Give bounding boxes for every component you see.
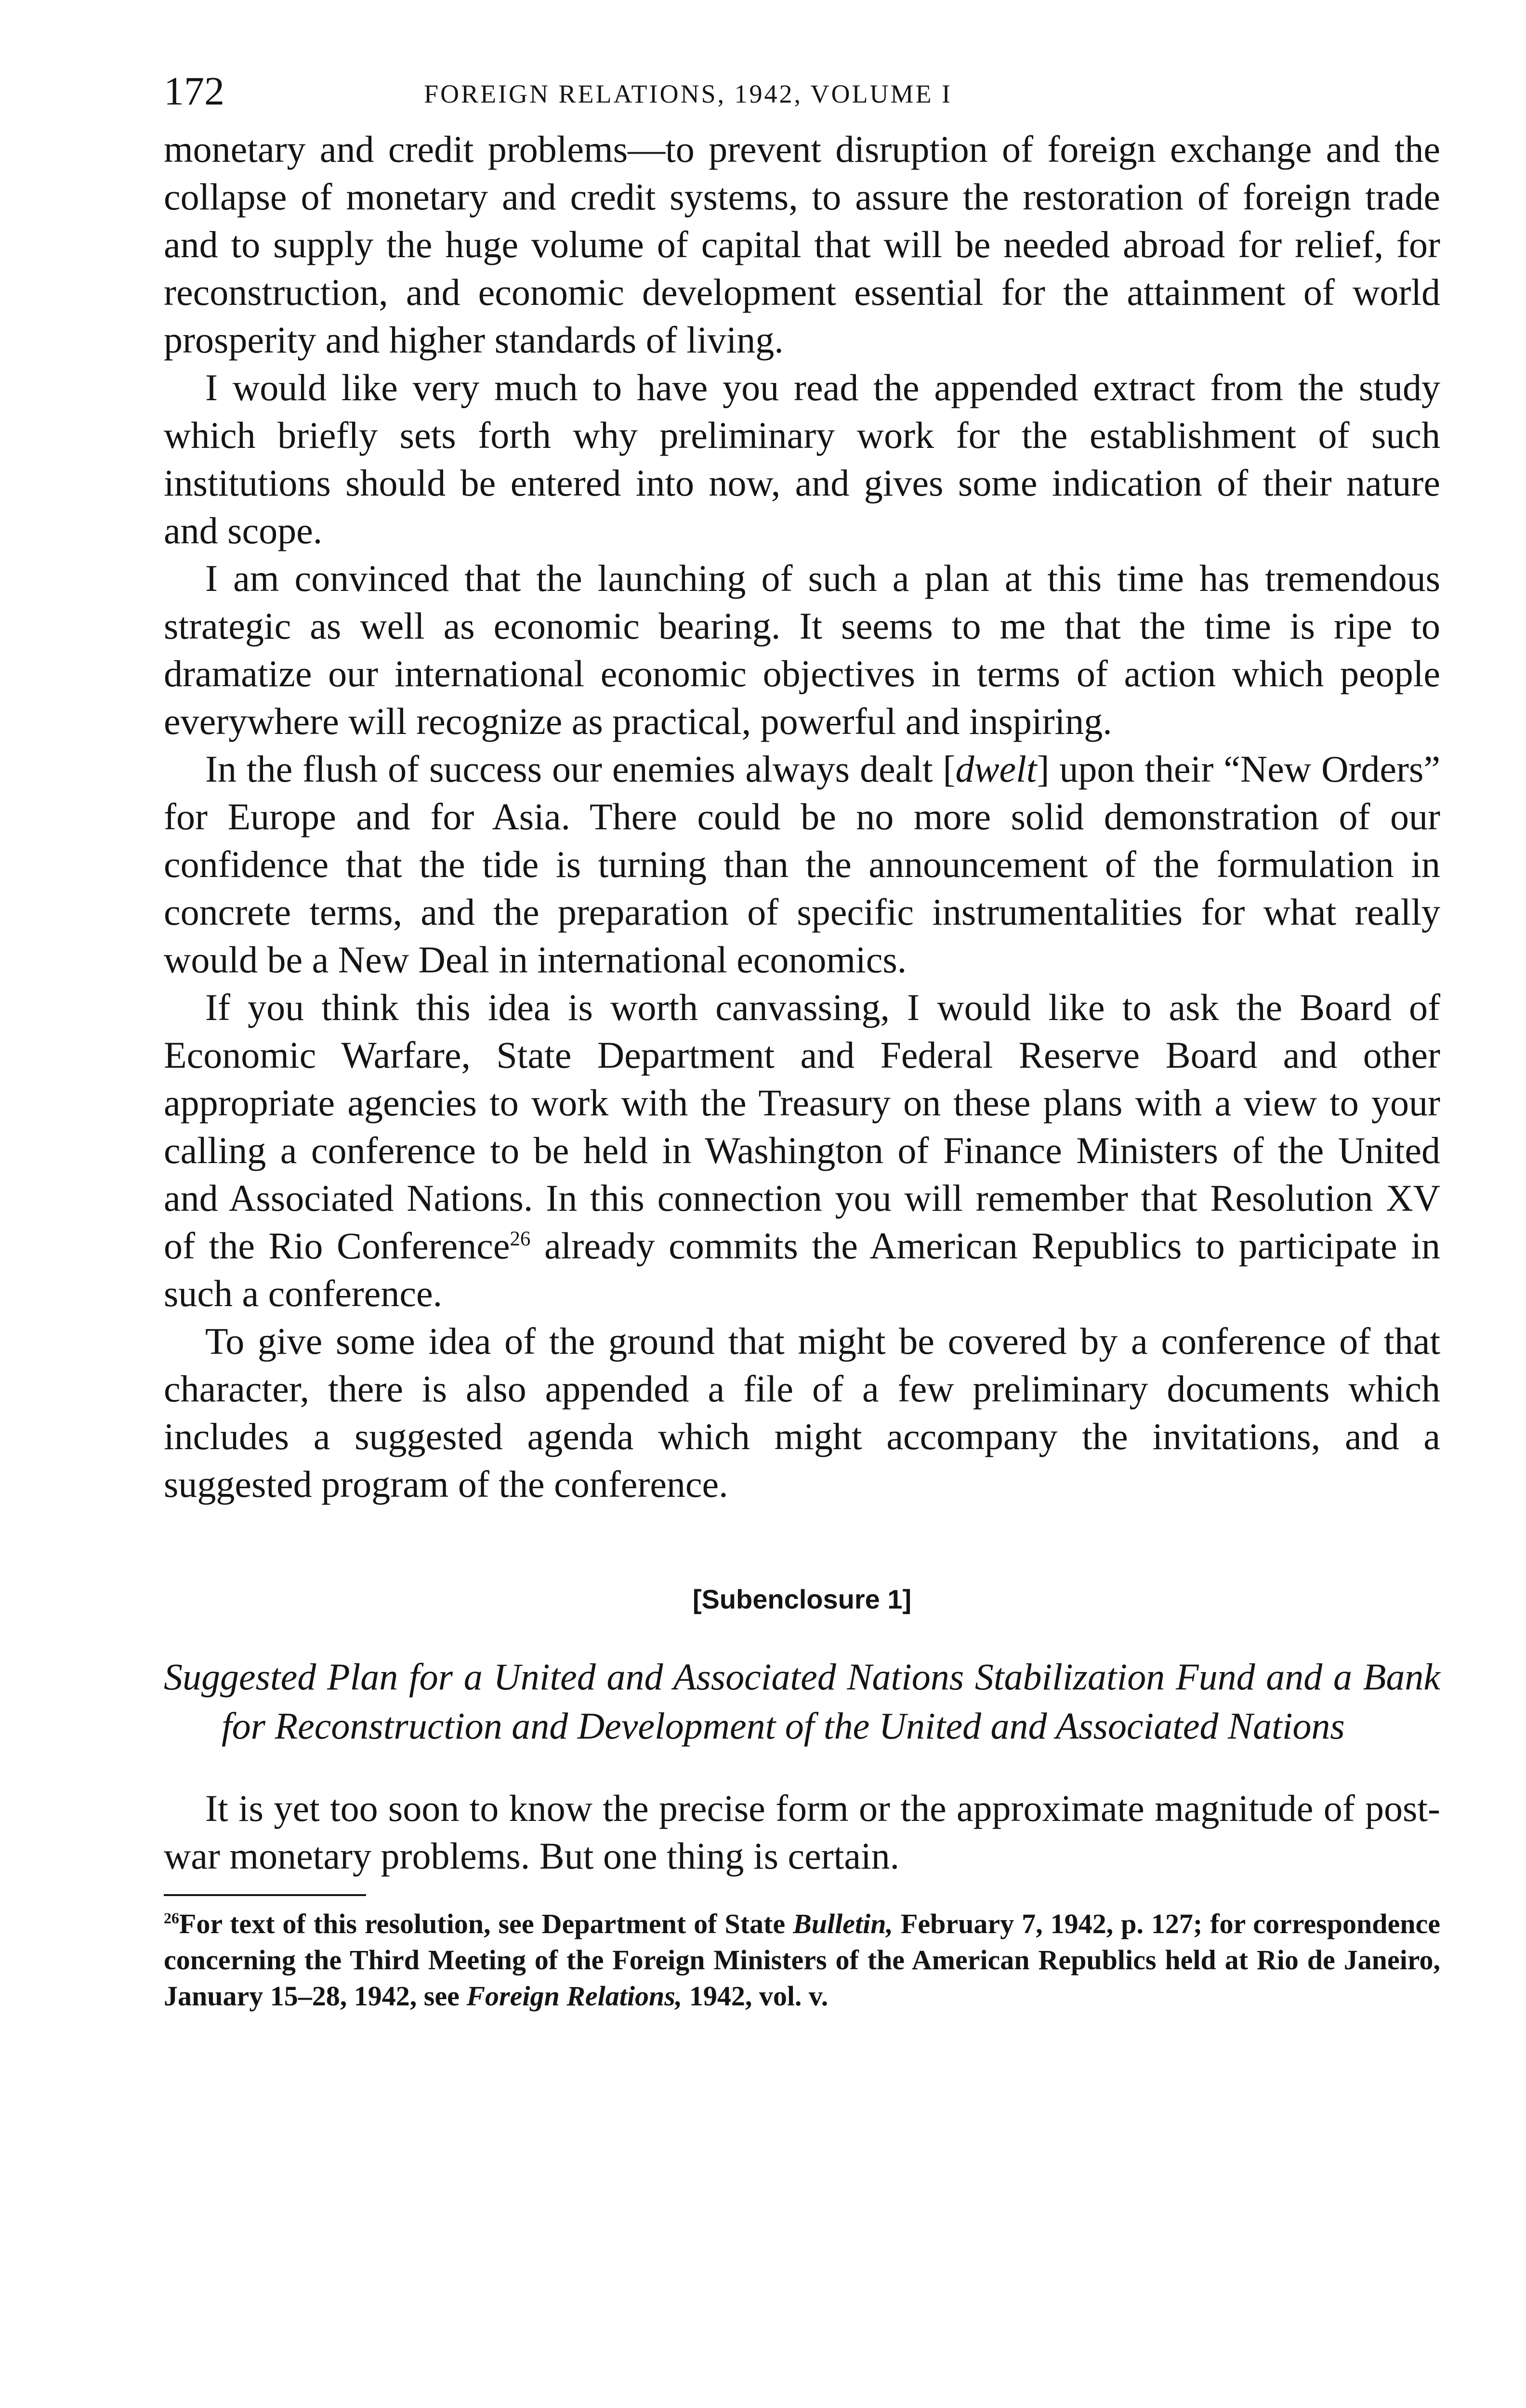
footnote-text-c: 1942, vol. v. — [682, 1980, 829, 2012]
plan-title: Suggested Plan for a United and Associated Nations Stabilization Fund and a Bank for Reconstruction and Development of the United and Associated Nations — [164, 1656, 1440, 1747]
footnote-text-b: February 7, 1942, p. 127; for correspondence concerning the Third Meeting of the Foreign Ministers of the American Republics held at Rio de Janeiro, January 15–28, 1942, see — [164, 1908, 1440, 2012]
paragraph-6: To give some idea of the ground that might be covered by a conference of that character, there is also appended a file of a few preliminary documents which includes a suggested agenda which might accompany the invitations, and a suggested program of the conference. — [164, 1320, 1440, 1505]
footnote — [164, 1906, 1440, 2014]
subenclosure-paragraph-1: It is yet too soon to know the precise form or the approximate magnitude of post-war monetary problems. But one thing is certain. — [164, 1787, 1440, 1877]
running-title: FOREIGN RELATIONS, 1942, VOLUME I — [424, 79, 952, 108]
footnote-reference: 26 — [510, 1228, 531, 1250]
footnote-divider — [164, 1894, 366, 1896]
paragraph-1: monetary and credit problems—to prevent disruption of foreign exchange and the collapse of monetary and credit systems, to assure the restoration of foreign trade and to supply the huge volume of capital that will be needed abroad for relief, for reconstruction, and economic development essential for the attainment of world prosperity and higher standards of living. — [164, 128, 1440, 361]
paragraph-3: I am convinced that the launching of such a plan at this time has tremendous strategic as well as economic bearing. It seems to me that the time is ripe to dramatize our international economic objectives in terms of action which people everywhere will recognize as practical, powerful and inspiring. — [164, 557, 1440, 742]
footnote-italic-foreign-relations: Foreign Relations, — [466, 1980, 683, 2012]
paragraph-5-text-b: already commits the American Republics to participate in such a conference. — [164, 1225, 1440, 1314]
subenclosure-body — [164, 1784, 1440, 1880]
paragraph-5 — [164, 983, 1440, 1317]
footnote-text-a: For text of this resolution, see Department of State — [179, 1908, 793, 1939]
subenclosure-label: [Subenclosure 1] — [692, 1584, 912, 1614]
page-number: 172 — [164, 69, 224, 114]
paragraph-2: I would like very much to have you read the appended extract from the study which briefly sets forth why preliminary work for the establishment of such institutions should be entered into now, and gives some indication of their nature and scope. — [164, 366, 1440, 551]
editorial-correction: dwelt — [955, 748, 1037, 790]
letter-body — [164, 125, 1440, 1508]
paragraph-4-text-b: ] upon their “New Orders” for Europe and for Asia. There could be no more solid demonstration of our confidence that the tide is turning than the announcement of the formulation in concrete terms, and the preparation of specific instrumentalities for what really would be a New Deal in international economics. — [164, 748, 1440, 981]
footnote-italic-bulletin: Bulletin, — [793, 1908, 893, 1939]
paragraph-4 — [164, 745, 1440, 983]
document-page — [164, 67, 1440, 2014]
paragraph-5-text-a: If you think this idea is worth canvassing, I would like to ask the Board of Economic Warfare, State Department and Federal Reserve Board and other appropriate agencies to work with the Treasury on these plans with a view to your calling a conference to be held in Washington of Finance Ministers of the United and Associated Nations. In this connection you will remember that Resolution XV of the Rio Conference — [164, 986, 1440, 1267]
running-header — [164, 67, 1440, 125]
footnote-marker: 26 — [164, 1910, 179, 1927]
paragraph-4-text-a: In the flush of success our enemies always dealt [ — [205, 748, 956, 790]
